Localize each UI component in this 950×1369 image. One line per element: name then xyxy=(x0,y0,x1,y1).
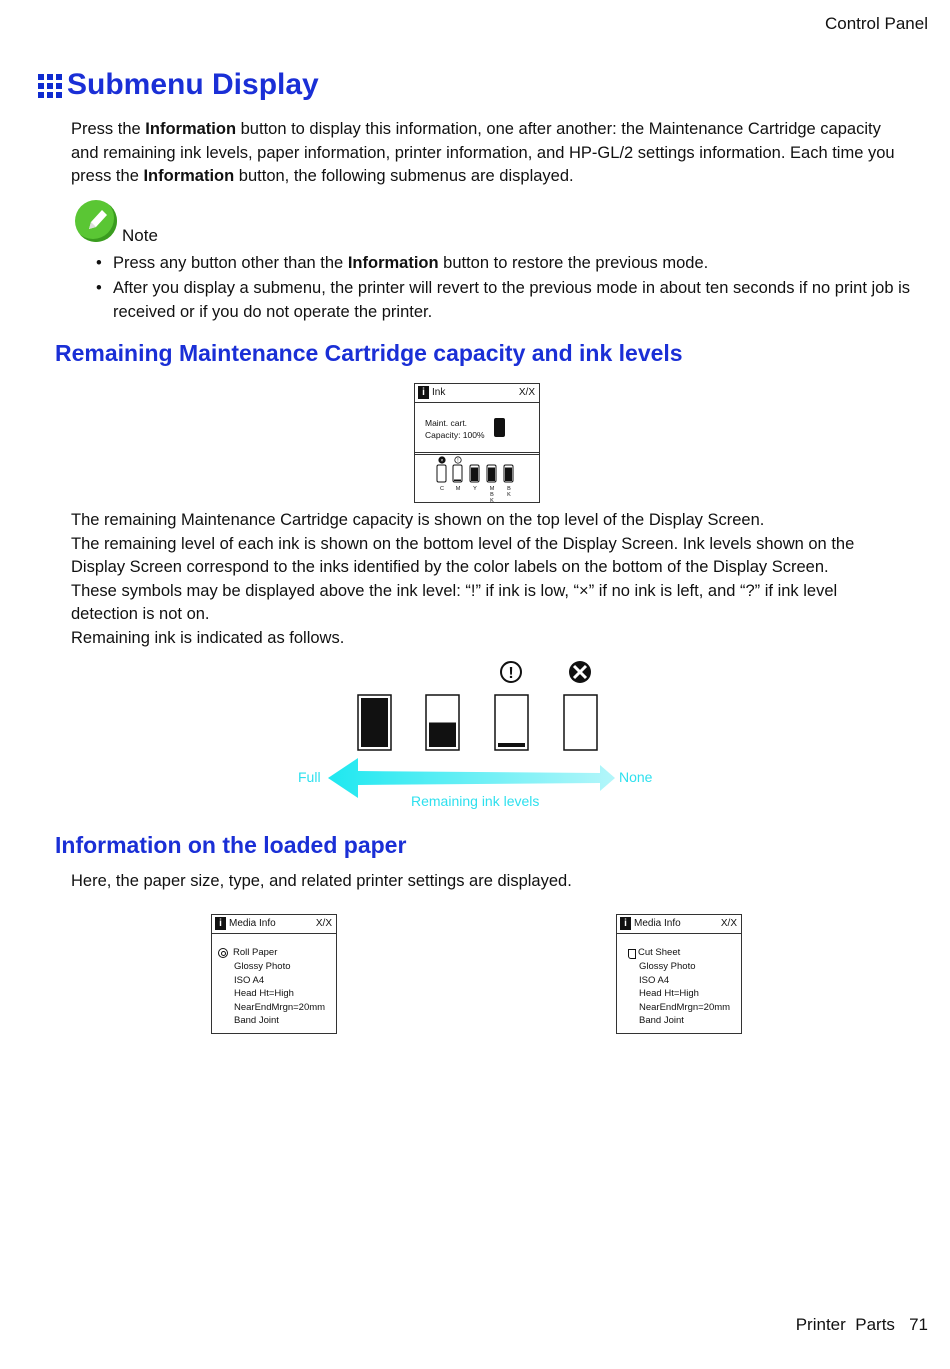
roll-paper-icon xyxy=(218,948,228,958)
page-title: Submenu Display xyxy=(67,68,319,101)
note-label: Note xyxy=(122,226,158,245)
maint-cart-label: Maint. cart. xyxy=(425,418,468,428)
ink-bar-outline xyxy=(453,465,462,482)
ink-warning-symbol-text: ! xyxy=(457,458,459,464)
section-heading-ink: Remaining Maintenance Cartridge capacity and ink levels xyxy=(55,340,683,366)
ink-bar-fill xyxy=(488,468,495,482)
none-label: None xyxy=(619,769,653,785)
media-line: NearEndMrgn=20mm xyxy=(639,1001,731,1013)
section-heading-paper: Information on the loaded paper xyxy=(55,832,407,858)
cut-sheet-icon xyxy=(628,949,636,959)
media-line: Head Ht=High xyxy=(234,988,294,1000)
note-bullet: • Press any button other than the Information button to restore the previous mode. xyxy=(96,254,709,272)
note-bullet: • After you display a submenu, the printer will revert to the previous mode in about ten seconds if no print job is received or if you do not operate the printer. xyxy=(96,279,911,321)
ink-level-fill xyxy=(429,723,456,748)
ink-color-label: K xyxy=(507,492,511,498)
ink-color-label: C xyxy=(440,486,444,492)
levels-caption: Remaining ink levels xyxy=(411,793,540,809)
lcd-title: Ink xyxy=(432,387,446,398)
ink-bar-fill xyxy=(505,468,512,482)
ink-level-fill xyxy=(361,698,388,747)
media-line: Roll Paper xyxy=(233,947,278,958)
media-line: Band Joint xyxy=(639,1015,684,1027)
media-line: Glossy Photo xyxy=(639,961,696,972)
ink-bar-outline xyxy=(437,465,446,482)
media-line: Head Ht=High xyxy=(639,988,699,1000)
ink-color-label: K xyxy=(490,498,494,502)
ink-level-bars xyxy=(415,454,539,502)
maint-cart-gauge xyxy=(494,418,505,437)
ink-color-label: M xyxy=(489,486,495,492)
info-icon: i xyxy=(418,386,429,399)
ink-description: The remaining Maintenance Cartridge capacity is shown on the top level of the Display Screen. The remaining level of each ink is shown on the bottom level of the Display Screen. Ink levels shown on the Display Screen correspond to the inks identified by the color labels on the bottom of the Display Screen. These symbols may be displayed above the ink level: “!” if ink is low, “×” if no ink is left, and “?” if ink level detection is not on. Remaining ink is indicated as follows. xyxy=(71,511,855,647)
ink-lcd-screen xyxy=(414,383,540,503)
low-ink-icon-glyph: ! xyxy=(508,665,514,682)
full-label: Full xyxy=(298,769,321,785)
lcd-title: Media Info xyxy=(229,918,276,929)
info-icon: i xyxy=(620,917,631,930)
media-info-lcd-cut xyxy=(616,914,742,1034)
lcd-title: Media Info xyxy=(634,918,681,929)
maint-cart-capacity: Capacity: 100% xyxy=(425,430,485,440)
intro-paragraph: Press the Information button to display this information, one after another: the Maintenance Cartridge capacity and remaining ink levels, paper information, printer information, and HP-GL/2 settings information. Each time you press the Information button, the following submenus are displayed. xyxy=(71,120,895,185)
page-footer: Printer Parts 71 xyxy=(795,1315,928,1334)
level-direction-arrow xyxy=(328,758,615,798)
info-icon: i xyxy=(215,917,226,930)
media-line: ISO A4 xyxy=(234,974,265,986)
lcd-page: X/X xyxy=(518,387,535,398)
media-line: Glossy Photo xyxy=(234,961,291,972)
ink-warning-symbol-text: × xyxy=(440,458,444,464)
media-line: Cut Sheet xyxy=(638,947,681,958)
ink-color-label: M xyxy=(455,486,461,492)
media-info-lcd-roll xyxy=(211,914,337,1034)
ink-level-fill xyxy=(498,743,525,747)
lcd-page: X/X xyxy=(315,918,332,929)
ink-level-diagram xyxy=(280,655,680,820)
media-line: NearEndMrgn=20mm xyxy=(234,1001,326,1013)
ink-color-label: B xyxy=(490,492,494,498)
ink-color-label: B xyxy=(507,486,511,492)
lcd-page: X/X xyxy=(720,918,737,929)
ink-bar-fill xyxy=(454,480,461,482)
media-line: ISO A4 xyxy=(639,974,670,986)
pencil-note-icon xyxy=(75,200,117,242)
ink-level-cartridge xyxy=(495,695,528,750)
ink-level-cartridge xyxy=(564,695,597,750)
paper-description: Here, the paper size, type, and related printer settings are displayed. xyxy=(71,872,572,890)
ink-color-label: Y xyxy=(473,486,477,492)
media-line: Band Joint xyxy=(234,1015,279,1027)
grid-icon xyxy=(38,74,62,98)
ink-bar-fill xyxy=(471,468,478,482)
running-header: Control Panel xyxy=(824,14,928,33)
